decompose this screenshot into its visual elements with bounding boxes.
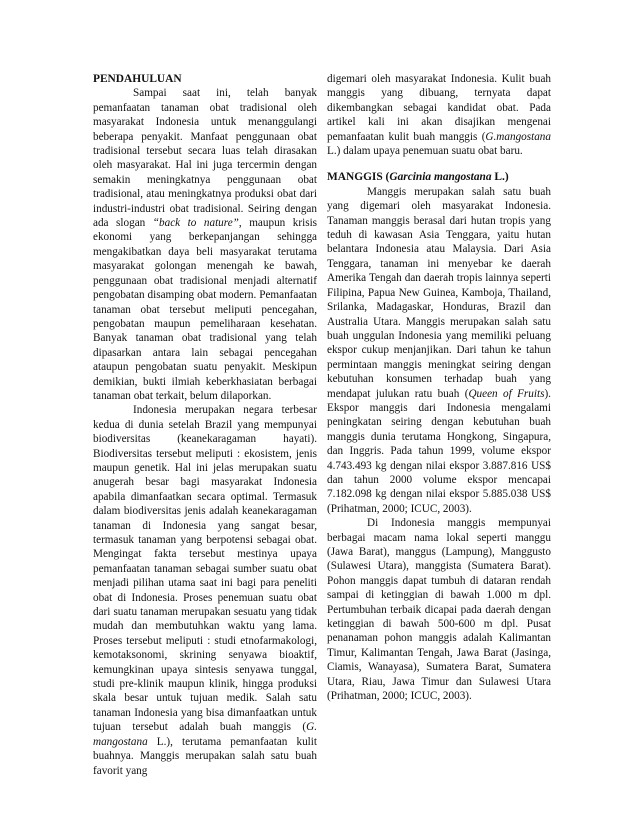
paragraph-manggis-2: Di Indonesia manggis mempunyai berbagai macam nama lokal seperti manggu (Jawa Barat), manggus (Lampung), Manggusto (Sulawesi Utara), manggista (Sumatera Barat). Pohon manggis dapat tumbuh di dataran rendah sampai di ketinggian di bawah 1.000 m dpl. Pertumbuhan terbaik dicapai pada daerah dengan ketinggian di bawah 500-600 m dpl. Pusat penanaman pohon manggis adalah Kalimantan Timur, Kalimantan Tengah, Jawa Barat (Jasinga, Ciamis, Wanayasa), Sumatera Barat, Sumatera Utara, Riau, Jawa Timur dan Sulawesi Utara (Prihatman, 2000; ICUC, 2003). <box>327 517 551 703</box>
paragraph-intro-1: Sampai saat ini, telah banyak pemanfaatan tanaman obat tradisional oleh masyarakat Indonesia untuk menanggulangi beberapa penyakit. Manfaat penggunaan obat tradisional tersebut secara luas telah dirasakan oleh masyarakat. Hal ini juga tercermin dengan semakin meningkatnya penggunaan obat tradisional, atau meningkatnya produksi obat dari industri-industri obat tradisional. Seiring dengan ada slogan “back to nature”, maupun krisis ekonomi yang berkepanjangan sehingga mengakibatkan daya beli masyarakat terutama masyarakat golongan menengah ke bawah, penggunaan obat tradisional menjadi alternatif pengobatan disamping obat modern. Pemanfaatan tanaman obat tersebut meliputi pencegahan, pengobatan maupun pemeliharaan kesehatan. Banyak tanaman obat tradisional yang telah dipasarkan antara lain sebagai pencegahan ataupun pengobatan suatu penyakit. Meskipun demikian, bukti ilmiah keberkhasiatan berbagai tanaman obat terkait, belum dilaporkan. <box>93 87 318 402</box>
italic-slogan: “back to nature” <box>152 217 239 230</box>
section-heading-manggis: MANGGIS (Garcinia mangostana L.) <box>327 171 509 184</box>
italic-species-name: G. mangostana <box>93 721 317 748</box>
section-heading-pendahuluan: PENDAHULUAN <box>93 73 182 85</box>
heading-italic-species: Garcinia mangostana <box>389 171 492 184</box>
left-column <box>93 72 317 778</box>
right-column <box>327 72 551 703</box>
italic-queen-of-fruits: Queen of Fruits <box>468 387 545 400</box>
paragraph-intro-continued: digemari oleh masyarakat Indonesia. Kulit buah manggis yang dibuang, ternyata dapat dikembangkan sebagai kandidat obat. Pada artikel kali ini akan disajikan mengenai pemanfaatan kulit buah manggis (G.mangostana L.) dalam upaya penemuan suatu obat baru. <box>327 73 551 158</box>
italic-species-name: G.mangostana <box>485 130 551 143</box>
paragraph-manggis-1: Manggis merupakan salah satu buah yang digemari oleh masyarakat Indonesia. Tanaman manggis berasal dari hutan tropis yang teduh di kawasan Asia Tenggara, yaitu hutan belantara Indonesia atau Malaysia. Dari Asia Tenggara, tanaman ini menyebar ke daerah Amerika Tengah dan daerah tropis lainnya seperti Filipina, Papua New Guinea, Kamboja, Thailand, Srilanka, Madagaskar, Honduras, Brazil dan Australia Utara. Manggis merupakan salah satu buah unggulan Indonesia yang memiliki peluang ekspor cukup menjanjikan. Dari tahun ke tahun permintaan manggis meningkat seiring dengan kebutuhan konsumen terhadap buah yang mendapat julukan ratu buah (Queen of Fruits). Ekspor manggis dari Indonesia mengalami peningkatan seiring dengan kebutuhan buah manggis dunia terutama Hongkong, Singapura, dan Inggris. Pada tahun 1999, volume ekspor 4.743.493 kg dengan nilai ekspor 3.887.816 US$ dan tahun 2000 volume ekspor mencapai 7.182.098 kg dengan nilai ekspor 5.885.038 US$ (Prihatman, 2000; ICUC, 2003). <box>327 185 551 515</box>
paragraph-intro-2: Indonesia merupakan negara terbesar kedua di dunia setelah Brazil yang mempunyai biodiversitas (keanekaragaman hayati). Biodiversitas tersebut meliputi : ekosistem, jenis maupun genetik. Hal ini jelas merupakan suatu anugerah besar bagi masyarakat Indonesia apabila dimanfaatkan secara optimal. Termasuk dalam biodiversitas jenis adalah keanekaragaman tanaman di Indonesia yang sangat besar, termasuk tanaman yang berpotensi sebagai obat. Mengingat fakta tersebut mestinya upaya pemanfaatan tanaman sebagai sumber suatu obat menjadi pilihan utama saat ini bagi para peneliti obat di Indonesia. Proses penemuan suatu obat dari suatu tanaman merupakan sesuatu yang tidak mudah dan membutuhkan waktu yang lama. Proses tersebut meliputi : studi etnofarmakologi, kemotaksonomi, skrining senyawa bioaktif, kemungkinan upaya sintesis senyawa tunggal, studi pre-klinik maupun klinik, hingga produksi skala besar untuk tujuan medik. Salah satu tanaman Indonesia yang bisa dimanfaatkan untuk tujuan tersebut adalah buah manggis (G. mangostana L.), terutama pemanfaatan kulit buahnya. Manggis merupakan salah satu buah favorit yang <box>93 404 317 777</box>
